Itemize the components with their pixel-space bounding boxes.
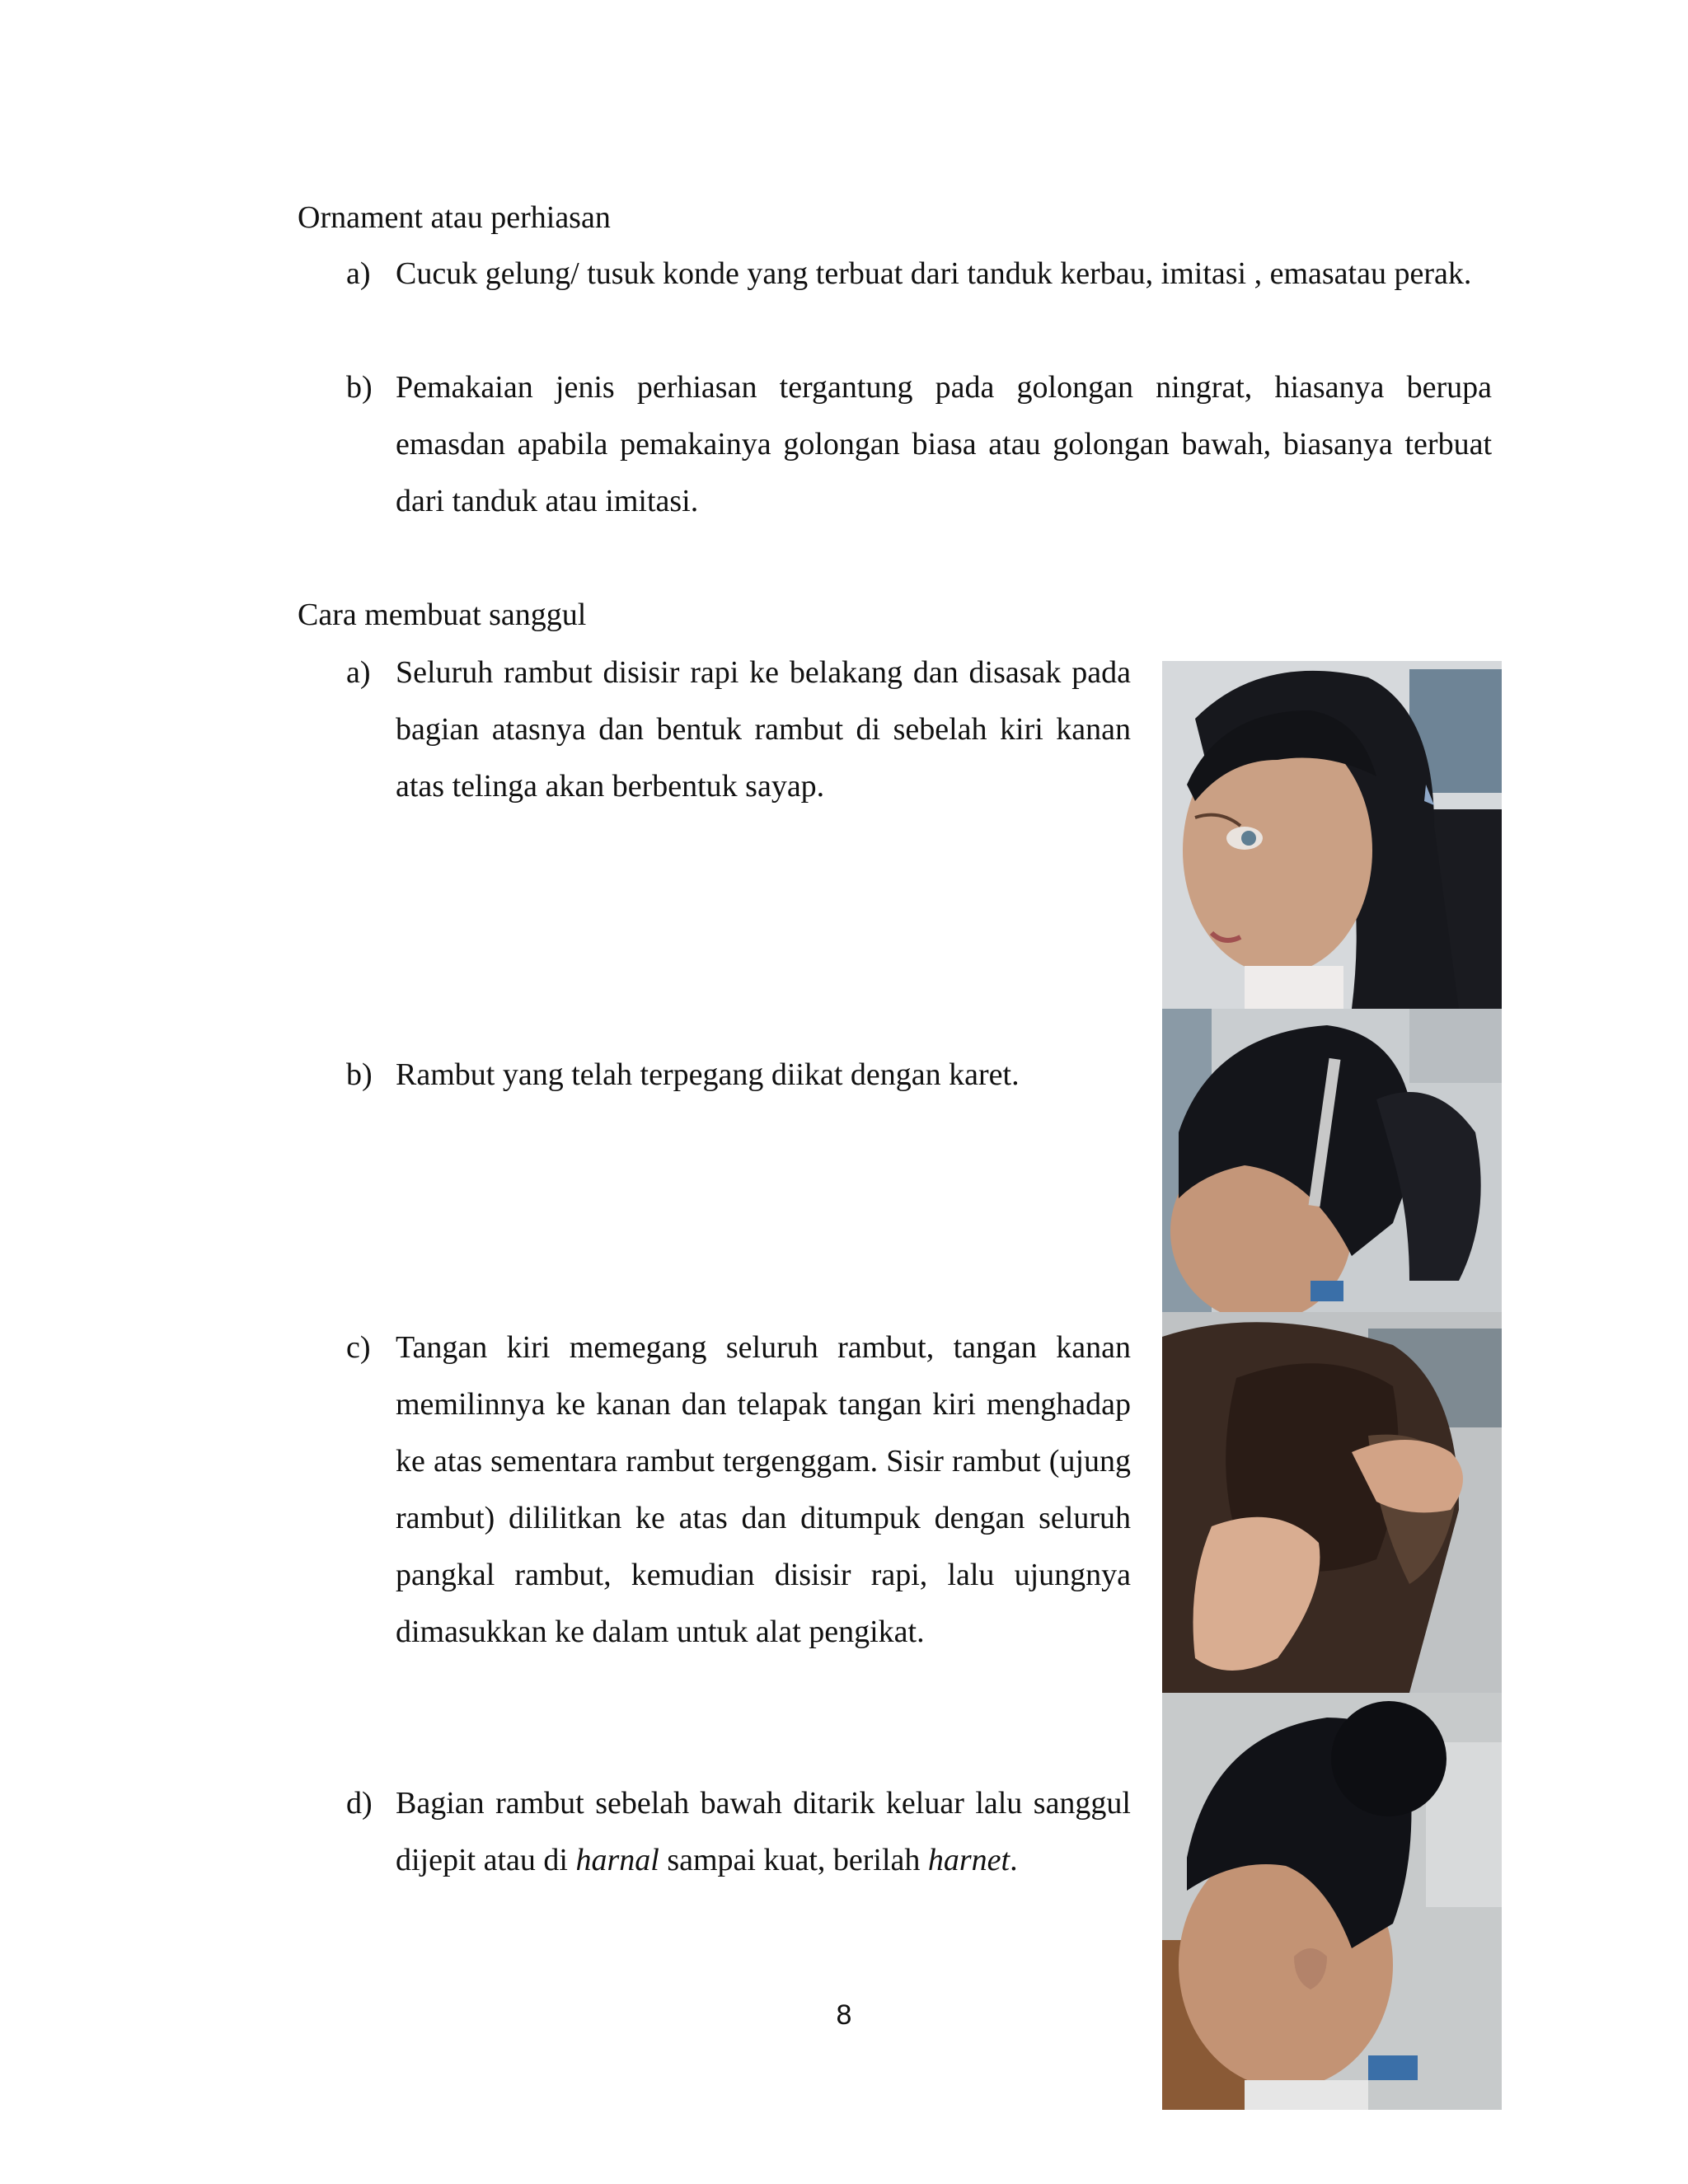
heading-cara-membuat: Cara membuat sanggul [298,598,587,632]
list-item-text: Cucuk gelung/ tusuk konde yang terbuat dari tanduk kerbau, imitasi , emasatau perak. [396,256,1472,291]
page-number: 8 [836,1999,852,2031]
list-item-label: a) [346,256,371,291]
photo-step-b [1162,1009,1502,1312]
list-item-label: d) [346,1786,373,1821]
list-item-text: Pemakaian jenis perhiasan tergantung pada golongan ningrat, hiasanya berupa emasdan apabila pemakainya golongan biasa atau golongan bawah, biasanya terbuat dari tanduk atau imitasi. [396,370,1492,518]
heading-ornament: Ornament atau perhiasan [298,200,611,235]
list-item-text: Seluruh rambut disisir rapi ke belakang dan disasak pada bagian atasnya dan bentuk rambut di sebelah kiri kanan atas telinga akan berbentuk sayap. [396,655,1131,804]
italic-term: harnal [575,1843,659,1877]
list-item-text: Rambut yang telah terpegang diikat dengan karet. [396,1057,1020,1092]
list-item-text: Tangan kiri memegang seluruh rambut, tangan kanan memilinnya ke kanan dan telapak tangan kiri menghadap ke atas sementara rambut tergenggam. Sisir rambut (ujung rambut) dililitkan ke atas dan ditumpuk dengan seluruh pangkal rambut, kemudian disisir rapi, lalu ujungnya dimasukkan ke dalam untuk alat pengikat. [396,1330,1131,1649]
list-item-label: a) [346,655,371,690]
list-item-label: b) [346,1057,373,1092]
list-item-label: b) [346,370,373,405]
list-item-text: Bagian rambut sebelah bawah ditarik keluar lalu sanggul dijepit atau di harnal sampai kuat, berilah harnet. [396,1786,1131,1877]
list-item-label: c) [346,1330,371,1365]
italic-term: harnet [927,1843,1010,1877]
photo-step-d [1162,1693,1502,2110]
photo-step-c [1162,1312,1502,1693]
photo-step-a [1162,661,1502,1009]
